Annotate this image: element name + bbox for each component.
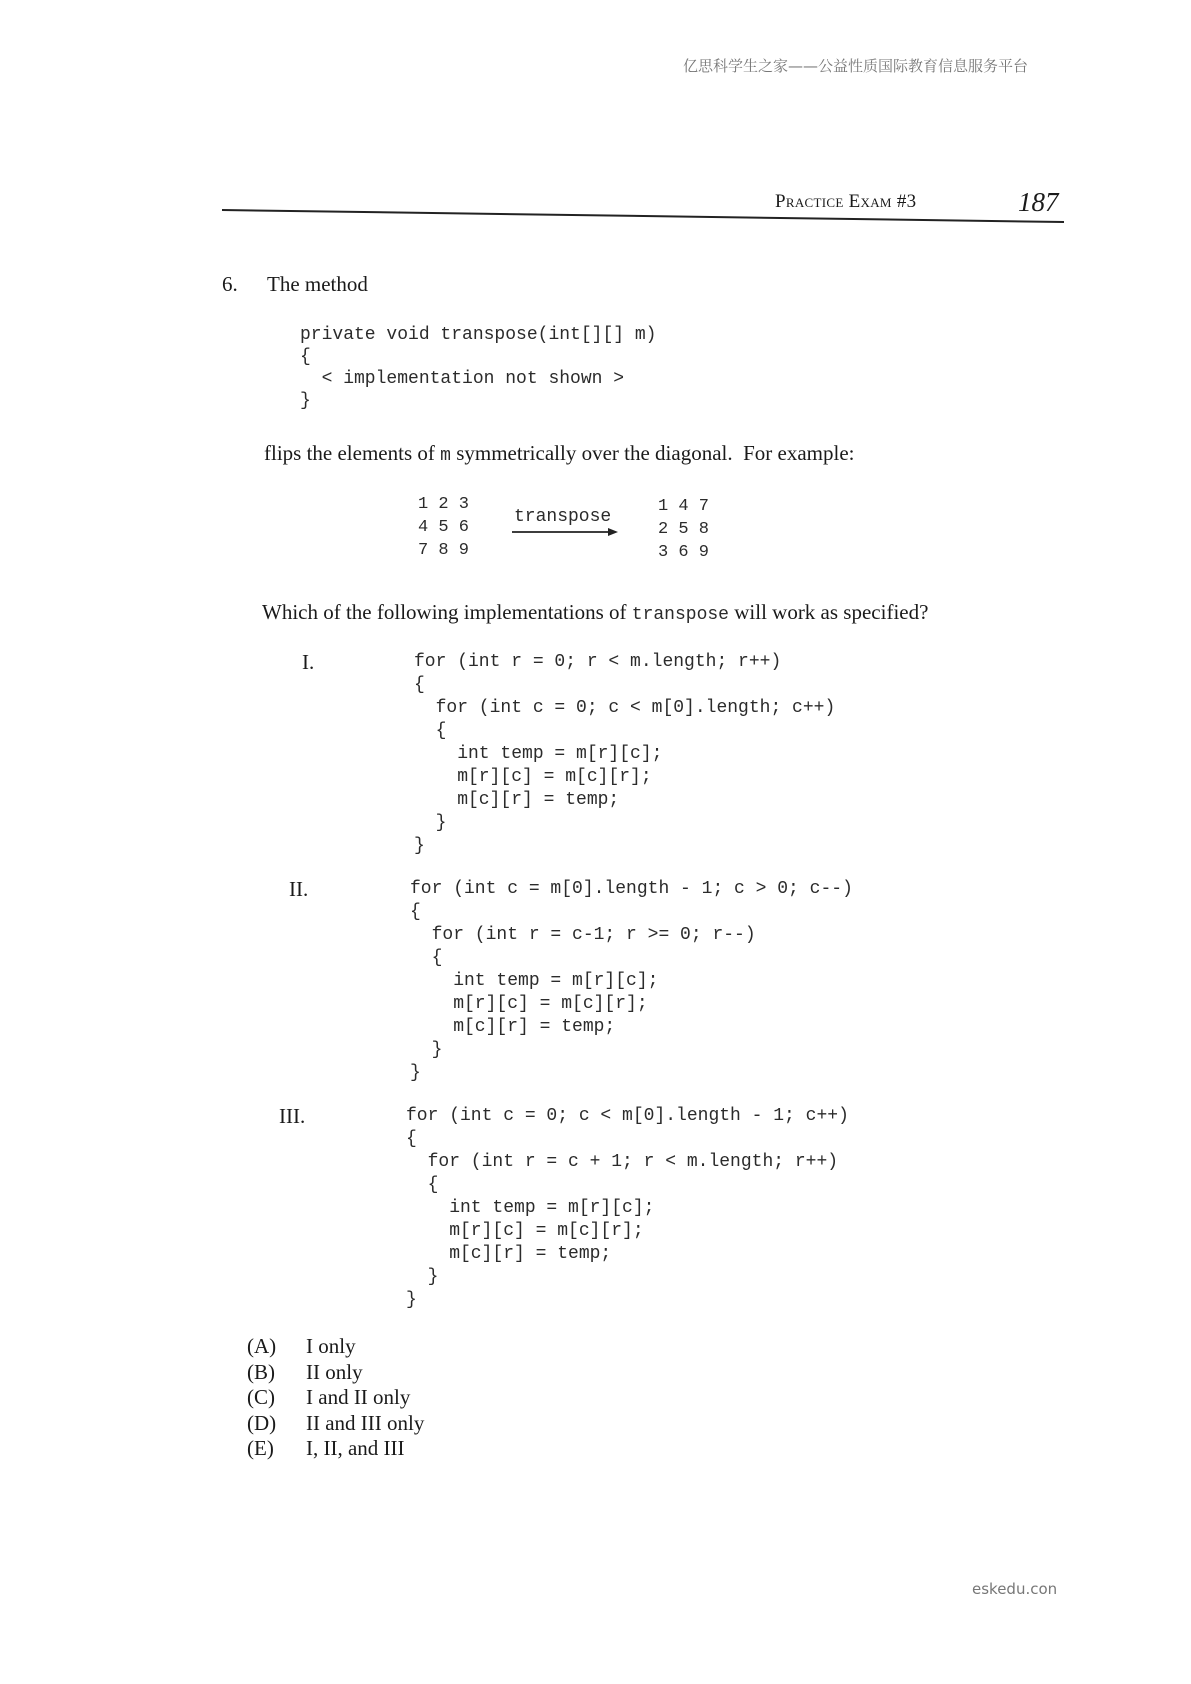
- choice-text: I, II, and III: [306, 1436, 405, 1460]
- transpose-arrow: [510, 525, 620, 539]
- choice-text: II and III only: [306, 1410, 425, 1435]
- question-intro: The method: [267, 272, 368, 296]
- choice-label: (C): [247, 1385, 275, 1409]
- choice-label: (E): [247, 1436, 274, 1460]
- prompt-code: transpose: [631, 605, 729, 625]
- watermark-bottom: eskedu.con: [972, 1580, 1058, 1598]
- example-input-matrix: 1 2 3 4 5 6 7 8 9: [418, 495, 470, 560]
- implementation-label-1: I.: [302, 650, 315, 674]
- method-code: private void transpose(int[][] m) { < implementation not shown > }: [300, 325, 657, 411]
- question-prompt: [262, 600, 928, 625]
- answer-choices: [247, 1334, 424, 1462]
- choice-a: [247, 1334, 424, 1360]
- implementation-code-3: for (int c = 0; c < m[0].length - 1; c++) { for (int r = c + 1; r < m.length; r++) { int temp = m[r][c]; m[r][c] = m[c][r]; m[c][r] = temp; } }: [406, 1106, 849, 1310]
- question-description: [264, 441, 855, 466]
- implementation-label-3: III.: [279, 1104, 306, 1128]
- choice-label: (B): [247, 1359, 275, 1384]
- implementation-label-2: II.: [289, 877, 309, 901]
- choice-label: (D): [247, 1410, 277, 1435]
- header-rule: [0, 0, 1191, 240]
- question-number: 6.: [222, 272, 238, 296]
- prompt-text-before: Which of the following implementations of: [262, 600, 632, 624]
- description-text-after: symmetrically over the diagonal. For example:: [450, 441, 855, 465]
- choice-c: [247, 1385, 424, 1411]
- description-code: m: [440, 446, 451, 466]
- implementation-code-2: for (int c = m[0].length - 1; c > 0; c--) { for (int r = c-1; r >= 0; r--) { int temp = m[r][c]; m[r][c] = m[c][r]; m[c][r] = temp; } }: [410, 879, 853, 1083]
- example-output-matrix: 1 4 7 2 5 8 3 6 9: [658, 497, 710, 562]
- choice-text: I only: [306, 1334, 356, 1358]
- implementation-code-1: for (int r = 0; r < m.length; r++) { for (int c = 0; c < m[0].length; c++) { int temp = m[r][c]; m[r][c] = m[c][r]; m[c][r] = temp; } }: [414, 652, 836, 856]
- choice-text: I and II only: [306, 1385, 411, 1409]
- choice-b: [247, 1360, 424, 1386]
- prompt-text-after: will work as specified?: [728, 600, 929, 624]
- description-text-before: flips the elements of: [264, 441, 441, 465]
- choice-text: II only: [306, 1359, 363, 1384]
- choice-label: (A): [247, 1334, 277, 1358]
- page-number: 187: [1018, 187, 1059, 217]
- choice-e: [247, 1436, 424, 1462]
- running-header-section: Practice Exam #3: [775, 191, 917, 212]
- transpose-arrow-label: transpose: [514, 507, 612, 527]
- choice-d: [247, 1411, 424, 1437]
- watermark-top: 亿思科学生之家——公益性质国际教育信息服务平台: [683, 57, 1029, 75]
